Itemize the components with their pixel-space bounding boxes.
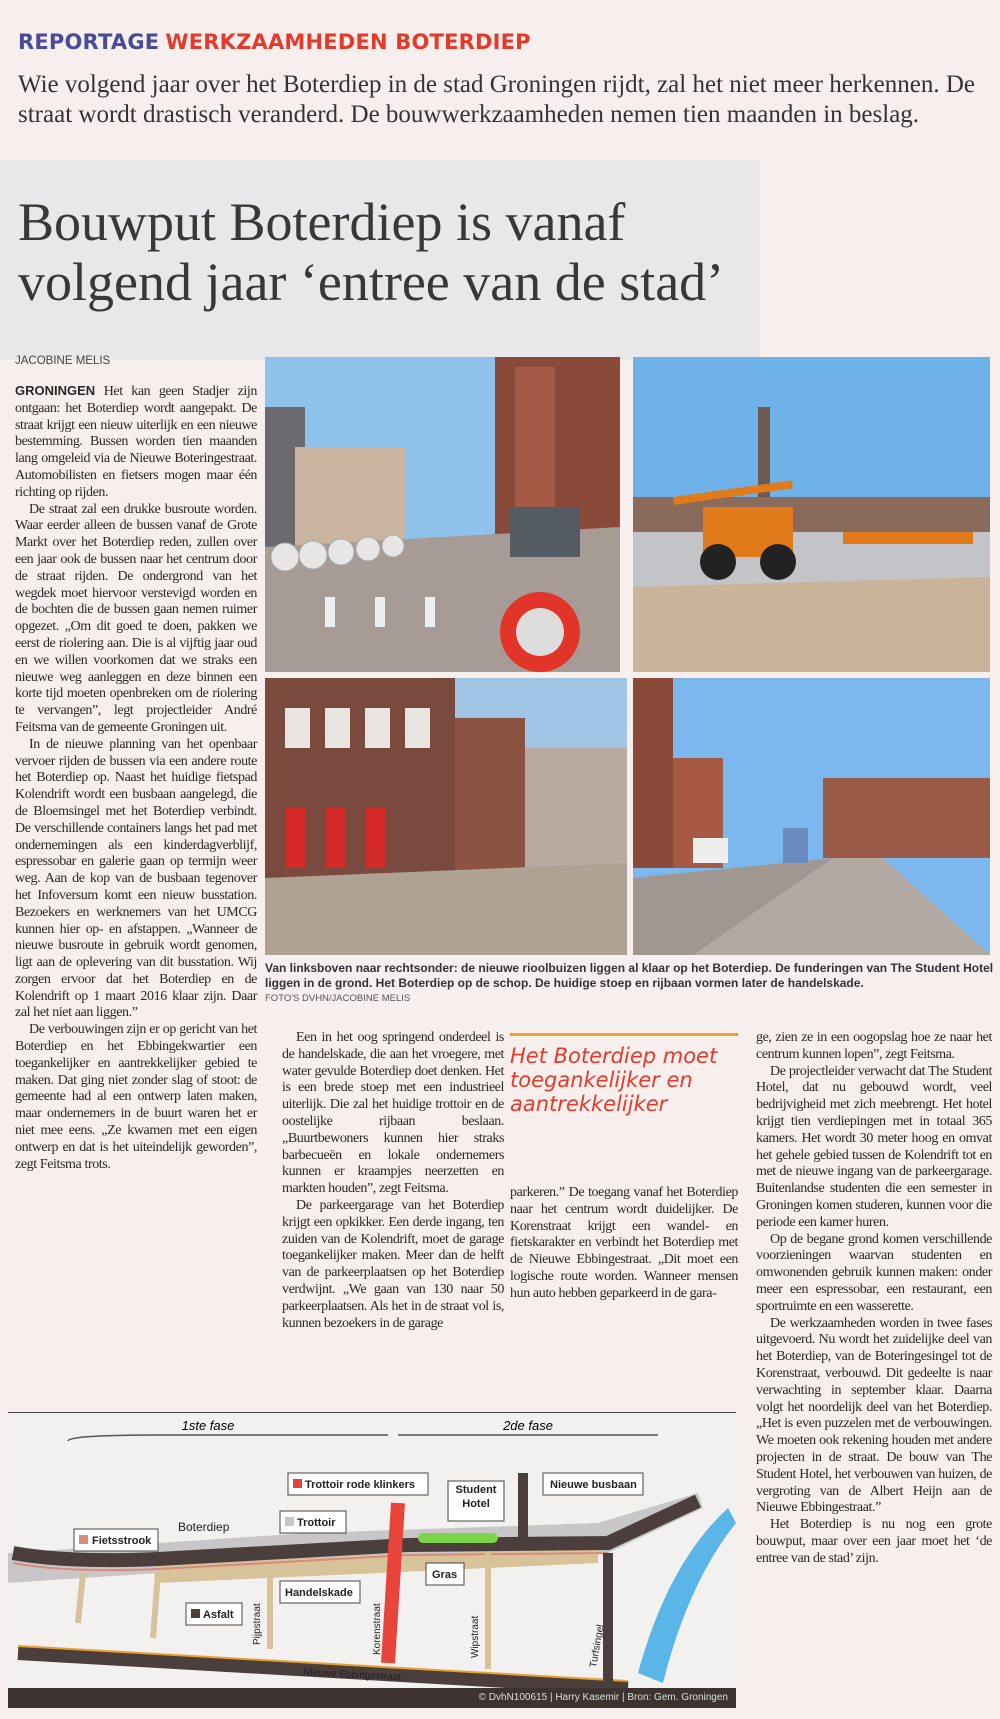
legend-fietsstrook: Fietsstrook xyxy=(92,1535,152,1547)
street-wipstraat: Wipstraat xyxy=(470,1615,481,1658)
legend-trottoir-rode-klinkers: Trottoir rode klinkers xyxy=(305,1479,416,1491)
legend-handelskade: Handelskade xyxy=(285,1587,353,1599)
paragraph xyxy=(15,383,257,502)
street-pijpstraat: Pijpstraat xyxy=(252,1603,263,1645)
column-1 xyxy=(15,383,257,1173)
paragraph: parkeren.” De toegang vanaf het Boterdiep naar het centrum wordt duidelijker. De Korenstraat krijgt een wandel- en fietskarakter en verbindt het Boterdiep met de Nieuwe Ebbingestraat. „Dit moet een logische route worden. Wanneer mensen hun auto hebben geparkeerd in de gara- xyxy=(510,1185,738,1301)
street-boterdiep: Boterdiep xyxy=(178,1520,230,1534)
legend-trottoir: Trottoir xyxy=(297,1517,336,1529)
legend-gras: Gras xyxy=(432,1569,458,1581)
paragraph: ge, zien ze in een oogopslag hoe ze naar het centrum kunnen lopen”, zegt Feitsma. xyxy=(756,1030,992,1062)
paragraph: In de nieuwe planning van het openbaar vervoer rijden de bussen via een andere route het Boterdiep op. Naast het huidige fietspad Kolendrift wordt een busbaan aangelegd, die de Bloemsingel met het Boterdiep verbindt. De verschillende containers langs het pad met ondernemingen als een kinderdagverblijf, espressobar en galerie gaan op termijn weer weg. Aan de kop van de busbaan tegenover het Infoversum komt een nieuw busstation. Bezoekers en werknemers van het UMCG kunnen hier op- en afstappen. „Wanneer de nieuwe busroute in gebruik wordt genomen, ligt aan de oplevering van dit busstation. Wij zorgen ervoor dat het Boterdiep en de Kolendrift op 1 maart 2016 klaar zijn. Daar zal het niet aan liggen.” xyxy=(15,736,257,1021)
photo-student-hotel-foundations xyxy=(633,357,990,672)
boterdiep-map xyxy=(8,1412,736,1688)
kicker-topic: WERKZAAMHEDEN BOTERDIEP xyxy=(165,30,531,54)
column-3 xyxy=(510,1185,738,1303)
photo-boterdiep-works xyxy=(265,678,627,955)
byline: JACOBINE MELIS xyxy=(15,355,111,367)
legend-student-hotel: Student Hotel xyxy=(455,1484,497,1510)
headline xyxy=(18,192,998,312)
water xyxy=(638,1508,736,1683)
pull-quote: Het Boterdiep moet toegankelijker en aantrekkelijker xyxy=(510,1033,738,1116)
paragraph: De verbouwingen zijn er op gericht van het Boterdiep en het Ebbingekwartier een toegankelijker en aantrekkelijker gebied te maken. Dat ging niet zonder slag of stoot: de gemeente had al een ontwerp laten maken, maar ondernemers in de buurt waren het er niet mee eens. „Ze kwamen met een eigen ontwerp en dat is het uiteindelijk geworden”, zegt Feitsma trots. xyxy=(15,1022,257,1172)
photo-sewer-pipes xyxy=(265,357,620,672)
phase-1-label: 1ste fase xyxy=(181,1418,235,1433)
article-intro: Wie volgend jaar over het Boterdiep in de stad Groningen rijdt, zal het niet meer herkennen. De straat wordt drastisch veranderd. De bouwwerkzaamheden nemen tien maanden in beslag. xyxy=(18,71,975,128)
photo-caption: Van linksboven naar rechtsonder: de nieuwe rioolbuizen liggen al klaar op het Boterdiep. De funderingen van The Student Hotel liggen in de grond. Het Boterdiep op de schop. De huidige stoep en rijbaan vormen later de handelskade. xyxy=(265,961,994,990)
map-credit: © DvhN100615 | Harry Kasemir | Bron: Gem. Groningen xyxy=(8,1688,736,1708)
caption-block xyxy=(265,961,1000,1004)
paragraph: Het Boterdiep is nu nog een grote bouwput, maar over een jaar moet het ‘de entree van de stad’ zijn. xyxy=(756,1517,992,1566)
street-turfsingel: Turfsingel xyxy=(588,1623,607,1669)
dateline: GRONINGEN xyxy=(15,383,96,398)
paragraph: De werkzaamheden worden in twee fases uitgevoerd. Nu wordt het zuidelijke deel van het Boterdiep, van de Boteringesingel tot de Korenstraat, verbouwd. Dit gedeelte is naar verwachting in september klaar. Daarna volgt het noordelijk deel van het Boterdiep. „Het is even puzzelen met de verbouwingen. We moeten ook rekening houden met andere projecten in de straat. De bouw van The Student Hotel, het verbouwen van huizen, de vergroting van de Albert Heijn aan de Nieuwe Ebbingestraat.” xyxy=(756,1315,992,1516)
paragraph-text: Het kan geen Stadjer zijn ontgaan: het Boterdiep wordt aangepakt. De straat krijgt een nieuw uiterlijk en een nieuwe bestemming. Bussen worden tien maanden lang omgeleid via de Nieuwe Boteringestraat. Automobilisten en fietsers mogen maar één richting op rijden. xyxy=(15,384,257,500)
column-2 xyxy=(282,1030,504,1332)
paragraph: De parkeergarage van het Boterdiep krijgt een opkikker. Een derde ingang, ten zuiden van de Kolendrift, moet de garage toegankelijker maken. Meer dan de helft van de parkeerplaatsen op het Boterdiep verdwijnt. „We gaan van 130 naar 50 parkeerplaatsen. Als het in de straat vol is, kunnen bezoekers in de garage xyxy=(282,1197,504,1331)
paragraph: Een in het oog springend onderdeel is de handelskade, die aan het vroegere, met water gevulde Boterdiep doet denken. Het is een brede stoep met een industrieel uiterlijk. Die zal het huidige trottoir en de oostelijke rijbaan beslaan. „Buurtbewoners kunnen hier straks barbecueën en lokale ondernemers kunnen er kraampjes neerzetten en markten houden”, zegt Feitsma. xyxy=(282,1030,504,1197)
paragraph: Op de begane grond komen verschillende voorzieningen waarvan studenten en omwonenden gebruik kunnen maken: onder meer een espressobar, een restaurant, een sportruimte en een wasserette. xyxy=(756,1231,992,1314)
street-ebbingestraat: Nieuwe Ebbingestraat xyxy=(302,1667,402,1684)
legend-asfalt: Asfalt xyxy=(203,1609,234,1621)
section-kicker xyxy=(18,30,531,54)
column-4 xyxy=(756,1030,992,1568)
gras-area xyxy=(418,1533,498,1543)
street-korenstraat: Korenstraat xyxy=(372,1603,383,1655)
paragraph: De projectleider verwacht dat The Student Hotel, dat nu gebouwd wordt, veel bedrijvigheid met zich meebrengt. Het hotel krijgt tien verdiepingen met in totaal 365 kamers. Het wordt 30 meter hoog en omvat het gehele gebied tussen de Kolendrift tot en met de nieuwe ingang van de parkeergarage. Buitenlandse studenten die een semester in Groningen komen studeren, kunnen voor die periode een kamer huren. xyxy=(756,1063,992,1230)
phase-2-label: 2de fase xyxy=(503,1418,553,1433)
legend-nieuwe-busbaan: Nieuwe busbaan xyxy=(550,1479,637,1491)
kicker-section: REPORTAGE xyxy=(18,30,160,54)
paragraph: De straat zal een drukke busroute worden. Waar eerder alleen de bussen vanaf de Grote Markt over het Boterdiep reden, zullen over een jaar ook de bussen naar het centrum door de straat rijden. De ondergrond van het wegdek moet hiervoor verstevigd worden en de bochten die de bussen gaan nemen ruimer opgezet. „Om dit goed te doen, pakken we eerst de riolering aan. Die is al vijftig jaar oud en we willen voorkomen dat we straks een nieuwe weg aanleggen en deze binnen een korte tijd moeten openbreken om de riolering te vervangen”, legt projectleider André Feitsma van de gemeente Groningen uit. xyxy=(15,501,257,735)
headline-line-2: volgend jaar ‘entree van de stad’ xyxy=(18,252,725,312)
photo-current-street xyxy=(633,678,990,955)
photo-credit: FOTO'S DVHN/JACOBINE MELIS xyxy=(265,993,411,1004)
korenstraat-red xyxy=(388,1503,398,1663)
headline-line-1: Bouwput Boterdiep is vanaf xyxy=(18,192,626,252)
